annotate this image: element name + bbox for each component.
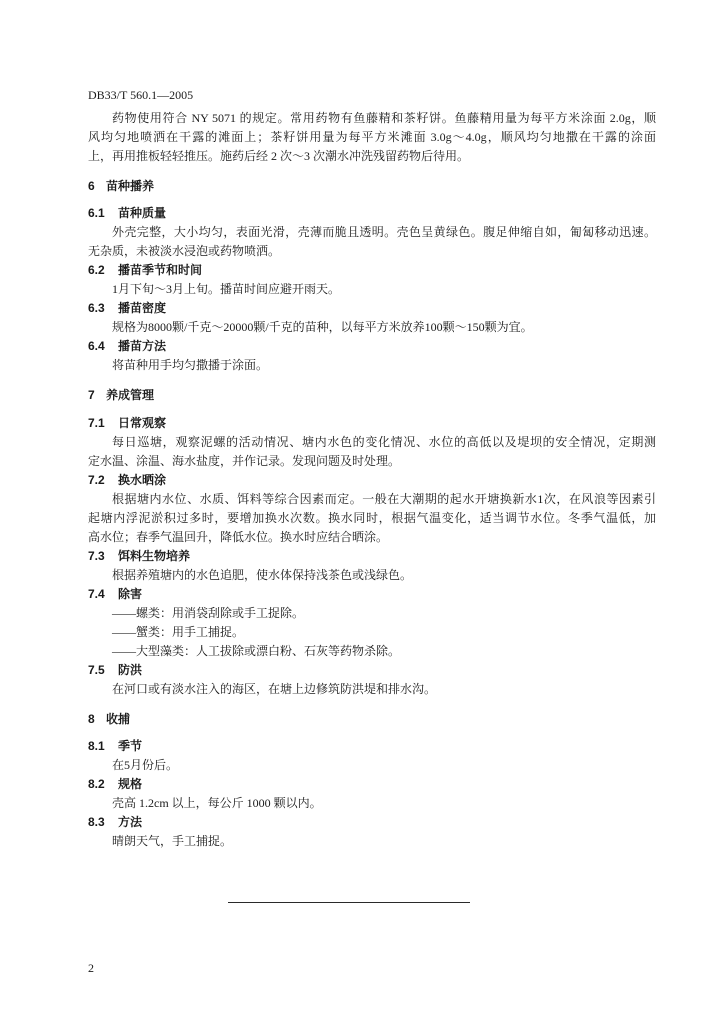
subsection-title: 方法	[118, 815, 143, 829]
subsection-title: 换水晒涂	[118, 472, 167, 487]
section-title: 收捕	[106, 711, 131, 726]
subsection-number: 7.5	[88, 662, 105, 677]
subsection-heading	[88, 547, 656, 566]
section-8	[88, 710, 656, 852]
subsection-number: 7.4	[88, 586, 105, 601]
subsection-heading	[88, 813, 656, 832]
subsection-number: 7.1	[88, 415, 105, 430]
subsection-title: 季节	[118, 739, 143, 753]
subsection-6-1	[88, 204, 656, 261]
list-item: ——大型藻类：人工拔除或漂白粉、石灰等药物杀除。	[112, 643, 401, 658]
paragraph-line: 上，再用推板轻轻推压。施药后经 2 次～3 次潮水冲洗残留药物后待用。	[88, 148, 470, 163]
section-6	[88, 177, 656, 376]
section-heading	[88, 177, 656, 196]
subsection-heading	[88, 471, 656, 490]
subsection-6-4	[88, 337, 656, 375]
list-item: ——螺类：用消袋刮除或手工捉除。	[112, 605, 305, 620]
subsection-number: 8.3	[88, 815, 105, 829]
subsection-title: 防洪	[118, 662, 143, 677]
intro-paragraph	[88, 109, 656, 166]
text-line: 根据养殖塘内的水色追肥，使水体保持浅茶色或浅绿色。	[112, 567, 413, 582]
subsection-heading	[88, 261, 656, 280]
text-line: 起塘内浮泥淤积过多时，要增加换水次数。换水同时，根据气温变化，适当调节水位。冬季气温低，加	[88, 510, 656, 525]
list-item: ——蟹类：用手工捕捉。	[112, 624, 245, 639]
subsection-7-1	[88, 414, 656, 471]
subsection-number: 6.2	[88, 263, 105, 277]
text-line: 根据塘内水位、水质、饵料等综合因素而定。一般在大潮期的起水开塘换新水1次，在风浪等因素引	[112, 491, 656, 506]
subsection-number: 6.1	[88, 206, 105, 220]
text-line: 晴朗天气，手工捕捉。	[112, 834, 233, 848]
subsection-title: 苗种质量	[118, 206, 167, 220]
subsection-title: 播苗密度	[118, 301, 167, 315]
subsection-heading	[88, 585, 656, 604]
text-line: 壳高 1.2cm 以上，每公斤 1000 颗以内。	[112, 796, 322, 810]
text-line: 1月下旬～3月上旬。播苗时间应避开雨天。	[112, 282, 341, 296]
subsection-number: 7.2	[88, 472, 105, 487]
end-of-document-rule	[228, 902, 470, 903]
subsection-number: 8.1	[88, 739, 105, 753]
subsection-number: 7.3	[88, 548, 105, 563]
subsection-title: 日常观察	[118, 415, 167, 430]
section-number: 8	[88, 711, 95, 726]
subsection-title: 播苗方法	[118, 339, 167, 353]
document-code-header: DB33/T 560.1—2005	[88, 88, 194, 102]
text-line: 规格为8000颗/千克～20000颗/千克的苗种，以每平方米放养100颗～150颗为宜。	[112, 320, 533, 334]
subsection-8-3	[88, 813, 656, 851]
subsection-7-2	[88, 471, 656, 547]
subsection-7-3	[88, 547, 656, 585]
section-7	[88, 386, 656, 699]
subsection-title: 饵料生物培养	[118, 548, 191, 563]
section-title: 苗种播养	[106, 178, 155, 193]
subsection-8-1	[88, 737, 656, 775]
subsection-title: 规格	[118, 777, 143, 791]
text-line: 外壳完整，大小均匀，表面光滑，壳薄而脆且透明。壳色呈黄绿色。腹足伸缩自如，匍匐移动迅速。	[112, 225, 656, 239]
section-number: 7	[88, 388, 95, 402]
subsection-heading	[88, 775, 656, 794]
subsection-6-2	[88, 261, 656, 299]
section-heading	[88, 386, 656, 405]
text-line: 在河口或有淡水注入的海区，在塘上边修筑防洪堤和排水沟。	[112, 681, 437, 696]
text-line: 定水温、涂温、海水盐度，并作记录。发现问题及时处理。	[88, 453, 401, 468]
paragraph-line: 药物使用符合 NY 5071 的规定。常用药物有鱼藤精和茶籽饼。鱼藤精用量为每平方米涂面 2.0g，顺	[112, 110, 656, 125]
page-number: 2	[88, 961, 94, 975]
subsection-title: 播苗季节和时间	[118, 263, 203, 277]
page-content	[88, 86, 656, 851]
text-line: 在5月份后。	[112, 758, 179, 772]
subsection-heading	[88, 414, 656, 433]
subsection-number: 6.3	[88, 301, 105, 315]
subsection-number: 8.2	[88, 777, 105, 791]
section-number: 6	[88, 178, 95, 193]
subsection-8-2	[88, 775, 656, 813]
subsection-heading	[88, 204, 656, 223]
section-title: 养成管理	[106, 388, 155, 402]
subsection-7-5	[88, 661, 656, 699]
section-heading	[88, 710, 656, 729]
subsection-heading	[88, 299, 656, 318]
subsection-heading	[88, 737, 656, 756]
subsection-title: 除害	[118, 586, 143, 601]
subsection-heading	[88, 337, 656, 356]
text-line: 每日巡塘，观察泥螺的活动情况、塘内水色的变化情况、水位的高低以及堤坝的安全情况，定期测	[112, 434, 656, 449]
subsection-number: 6.4	[88, 339, 105, 353]
text-line: 将苗种用手均匀撒播于涂面。	[112, 358, 269, 372]
subsection-heading	[88, 661, 656, 680]
paragraph-line: 风均匀地喷洒在干露的滩面上；茶籽饼用量为每平方米滩面 3.0g～4.0g，顺风均匀地撒在干露的涂面	[88, 129, 656, 144]
subsection-7-4	[88, 585, 656, 661]
text-line: 无杂质，未被淡水浸泡或药物喷洒。	[88, 244, 281, 258]
text-line: 高水位；春季气温回升，降低水位。换水时应结合晒涂。	[88, 529, 389, 544]
subsection-6-3	[88, 299, 656, 337]
